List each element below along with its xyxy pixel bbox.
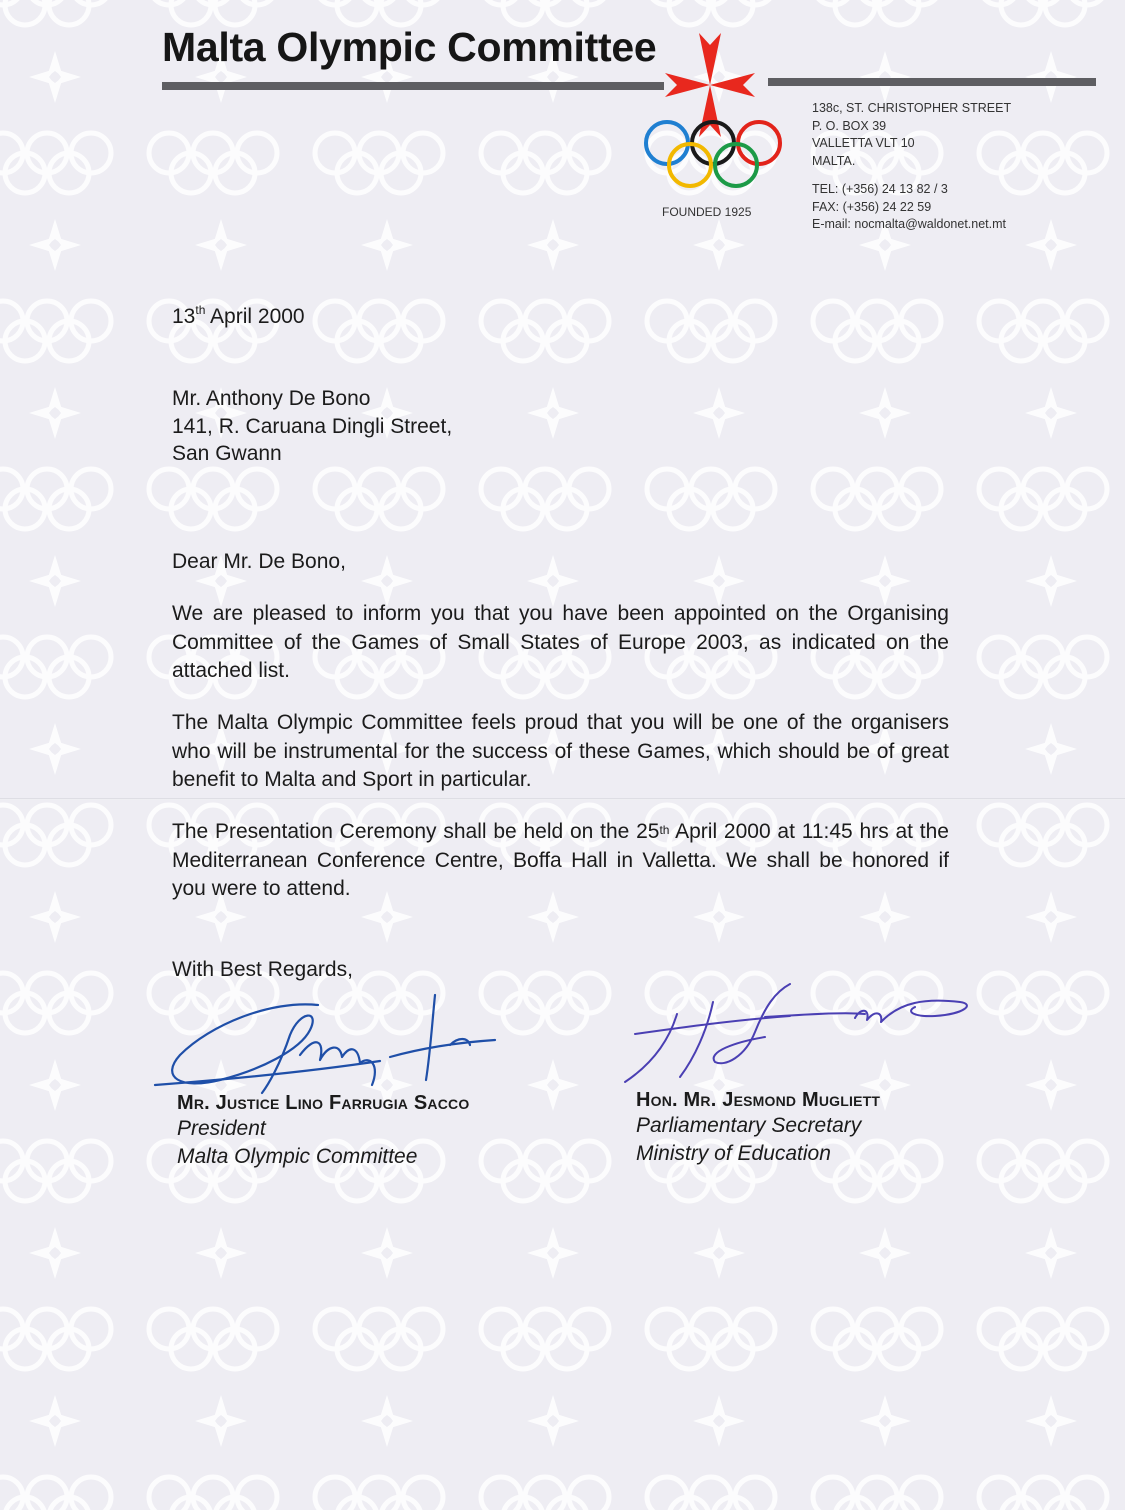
signatory-role: President bbox=[177, 1117, 266, 1140]
body-paragraph-1: We are pleased to inform you that you have been appointed on the Organising Committee of the Games of Small States of Europe 2003, as indicated on the attached list. bbox=[172, 602, 949, 682]
organisation-title: Malta Olympic Committee bbox=[162, 24, 657, 70]
telephone: TEL: (+356) 24 13 82 / 3 bbox=[812, 182, 948, 196]
olympic-logo bbox=[635, 25, 785, 200]
paragraph-3-start: The Presentation Ceremony shall be held on the 25 bbox=[172, 820, 660, 843]
signatory-role: Parliamentary Secretary bbox=[636, 1114, 862, 1137]
signatory-name: Hon. Mr. Jesmond Mugliett bbox=[636, 1089, 881, 1111]
date-rest: April 2000 bbox=[205, 305, 305, 328]
date-day: 13 bbox=[172, 305, 196, 328]
address-line: 138c, ST. CHRISTOPHER STREET bbox=[812, 101, 1012, 115]
letter-date bbox=[172, 305, 305, 329]
contact-block bbox=[812, 181, 1006, 234]
signatory-organisation: Ministry of Education bbox=[636, 1142, 831, 1165]
recipient-address bbox=[172, 385, 452, 468]
signatory-name: Mr. Justice Lino Farrugia Sacco bbox=[177, 1092, 470, 1114]
email: E-mail: nocmalta@waldonet.net.mt bbox=[812, 217, 1007, 231]
body-paragraph-3 bbox=[172, 818, 949, 904]
address-line: MALTA. bbox=[812, 153, 856, 168]
paper-fold bbox=[0, 798, 1125, 800]
body-paragraph-2: The Malta Olympic Committee feels proud that you will be one of the organisers who will be instrumental for the success of these Games, which should be of great benefit to Malta and Sport in particular. bbox=[172, 711, 949, 791]
olympic-rings-icon bbox=[646, 122, 780, 186]
address-line: VALLETTA VLT 10 bbox=[812, 136, 915, 150]
address-line: P. O. BOX 39 bbox=[812, 118, 887, 133]
header-rule-left bbox=[162, 82, 664, 90]
recipient-name: Mr. Anthony De Bono bbox=[172, 387, 371, 410]
recipient-street: 141, R. Caruana Dingli Street, bbox=[172, 414, 453, 438]
date-suffix: th bbox=[195, 303, 206, 317]
address-block bbox=[812, 100, 1011, 170]
signatory-parliamentary-secretary bbox=[636, 1089, 880, 1168]
paragraph-3-suffix: th bbox=[659, 823, 670, 837]
signatory-president bbox=[177, 1092, 469, 1171]
header-rule-right bbox=[768, 78, 1096, 86]
signature-parliamentary-secretary bbox=[615, 972, 975, 1087]
paragraph-3-end: April 2000 at 11:45 hrs at the Mediterranean Conference Centre, Boffa Hall in Valletta. We shall be honored if you were to attend. bbox=[172, 820, 949, 900]
founded-year: FOUNDED 1925 bbox=[662, 205, 752, 219]
recipient-locality: San Gwann bbox=[172, 442, 282, 465]
salutation: Dear Mr. De Bono, bbox=[172, 550, 346, 573]
fax: FAX: (+356) 24 22 59 bbox=[812, 199, 932, 214]
signatory-organisation: Malta Olympic Committee bbox=[177, 1145, 418, 1168]
closing: With Best Regards, bbox=[172, 958, 353, 981]
